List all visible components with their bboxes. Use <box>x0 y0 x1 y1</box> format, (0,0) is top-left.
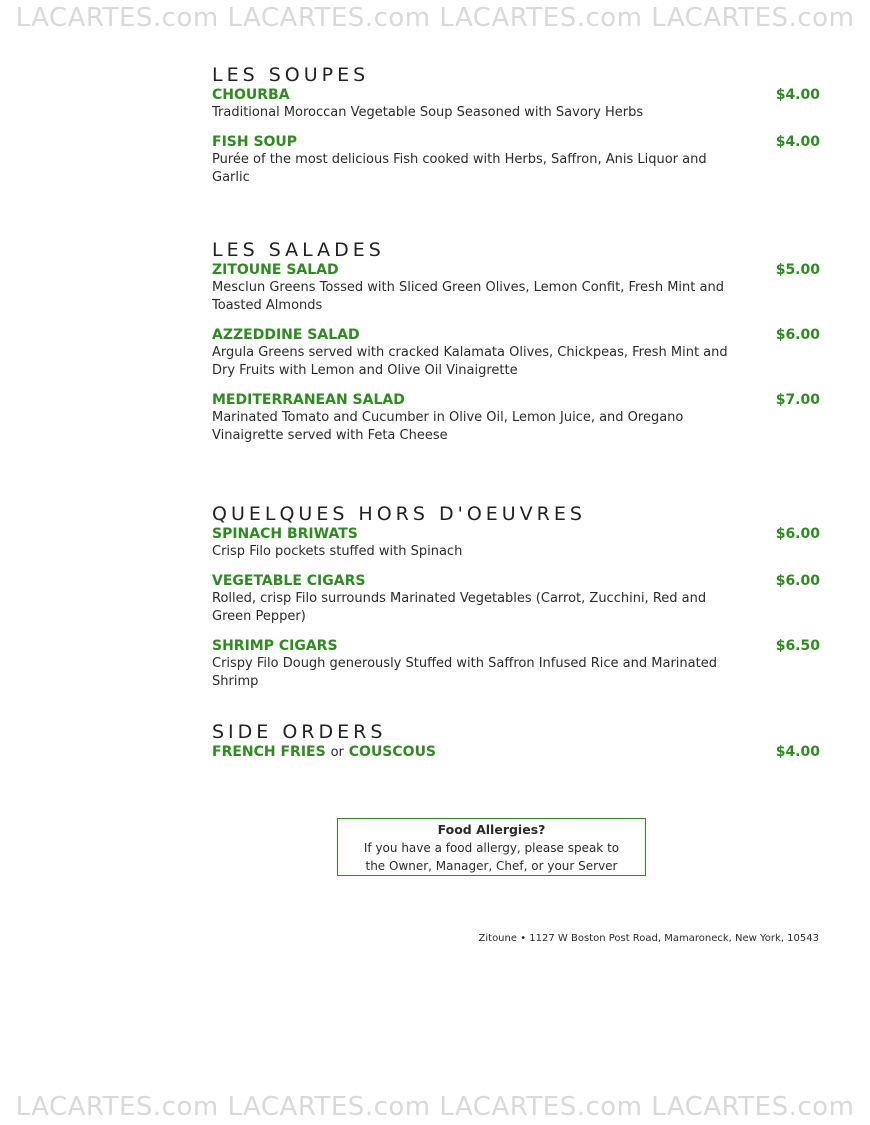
item-description: Rolled, crisp Filo surrounds Marinated Vegetables (Carrot, Zucchini, Red and Green Pepper) <box>212 591 707 624</box>
watermark-bottom: LACARTES.com LACARTES.com LACARTES.com LACARTES.com <box>15 1092 855 1122</box>
menu-page <box>212 64 820 762</box>
menu-item <box>212 391 820 445</box>
side-or: or <box>330 745 344 760</box>
menu-item <box>212 525 820 561</box>
item-price: $7.00 <box>775 392 820 408</box>
section-soups <box>212 64 820 187</box>
side-name-fries: FRENCH FRIES <box>212 744 326 760</box>
item-description: Argula Greens served with cracked Kalamata Olives, Chickpeas, Fresh Mint and Dry Fruits with Lemon and Olive Oil Vinaigrette <box>212 345 728 378</box>
menu-item <box>212 743 820 762</box>
menu-item <box>212 261 820 315</box>
allergy-title: Food Allergies? <box>437 822 546 837</box>
watermark-top: LACARTES.com LACARTES.com LACARTES.com LACARTES.com <box>15 3 855 33</box>
section-side-orders <box>212 721 820 762</box>
menu-item <box>212 637 820 691</box>
section-hors-doeuvres <box>212 503 820 691</box>
item-price: $6.00 <box>775 327 820 343</box>
side-name-couscous: COUSCOUS <box>348 744 437 760</box>
allergy-line: If you have a food allergy, please speak to <box>363 841 620 855</box>
section-title: SIDE ORDERS <box>212 721 387 743</box>
footer-address: Zitoune • 1127 W Boston Post Road, Mamaroneck, New York, 10543 <box>478 933 819 944</box>
item-name <box>212 743 750 762</box>
item-price: $4.00 <box>775 87 820 103</box>
item-name: SPINACH BRIWATS <box>212 526 358 542</box>
section-title: LES SALADES <box>212 239 385 261</box>
item-description: Marinated Tomato and Cucumber in Olive Oil, Lemon Juice, and Oregano Vinaigrette served with Feta Cheese <box>212 410 684 443</box>
item-name: MEDITERRANEAN SALAD <box>212 392 405 408</box>
item-name: SHRIMP CIGARS <box>212 638 338 654</box>
item-description: Traditional Moroccan Vegetable Soup Seasoned with Savory Herbs <box>212 105 644 120</box>
menu-item <box>212 572 820 626</box>
item-price: $5.00 <box>775 262 820 278</box>
item-description: Mesclun Greens Tossed with Sliced Green Olives, Lemon Confit, Fresh Mint and Toasted Almonds <box>212 280 724 313</box>
menu-item <box>212 86 820 122</box>
item-description: Purée of the most delicious Fish cooked with Herbs, Saffron, Anis Liquor and Garlic <box>212 152 707 185</box>
item-name: VEGETABLE CIGARS <box>212 573 366 589</box>
item-price: $6.00 <box>775 573 820 589</box>
section-salads <box>212 239 820 445</box>
menu-item <box>212 326 820 380</box>
item-name: ZITOUNE SALAD <box>212 262 339 278</box>
item-price: $4.00 <box>775 134 820 150</box>
allergy-notice <box>337 818 646 876</box>
allergy-line: the Owner, Manager, Chef, or your Server <box>365 859 618 873</box>
item-description: Crisp Filo pockets stuffed with Spinach <box>212 544 463 559</box>
item-name: AZZEDDINE SALAD <box>212 327 360 343</box>
item-price: $6.50 <box>775 638 820 654</box>
section-title: QUELQUES HORS D'OEUVRES <box>212 503 586 525</box>
item-price: $6.00 <box>775 526 820 542</box>
section-title: LES SOUPES <box>212 64 370 86</box>
item-name: FISH SOUP <box>212 134 298 150</box>
item-price: $4.00 <box>775 744 820 760</box>
menu-item <box>212 133 820 187</box>
item-description: Crispy Filo Dough generously Stuffed with Saffron Infused Rice and Marinated Shrimp <box>212 656 717 689</box>
item-name: CHOURBA <box>212 87 290 103</box>
